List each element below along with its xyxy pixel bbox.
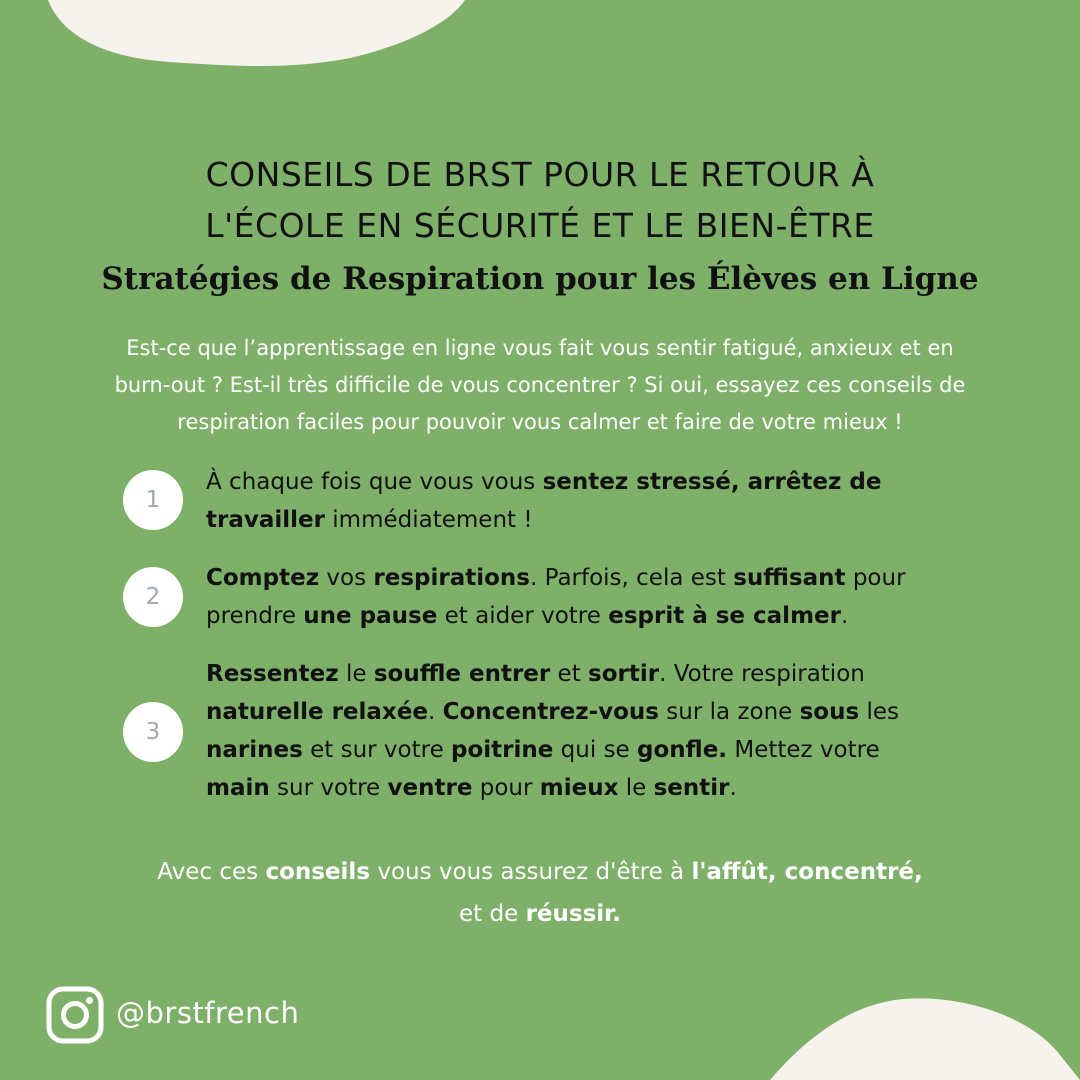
title-line-1: CONSEILS DE BRST POUR LE RETOUR À (205, 155, 875, 194)
step-3-segment: le (338, 661, 374, 687)
intro-line-3: respiration faciles pour pouvoir vous calmer et faire de votre mieux ! (177, 410, 903, 434)
step-3-emphasis: narines (206, 737, 303, 763)
intro-line-2: burn-out ? Est-il très difficile de vous concentrer ? Si oui, essayez ces conseils de (114, 373, 966, 397)
step-3-segment: sur votre (269, 775, 388, 801)
step-3-number-circle (123, 702, 183, 762)
closing-paragraph (60, 851, 1020, 935)
bottom-blob (770, 998, 1080, 1080)
step-2-emphasis: respirations (373, 565, 530, 591)
step-3-segment: Mettez votre (727, 737, 880, 763)
step-3-segment: . (427, 699, 443, 725)
step-3-number: 3 (145, 719, 161, 745)
intro-line-1: Est-ce que l’apprentissage en ligne vous fait vous sentir fatigué, anxieux et en (126, 336, 954, 360)
step-3-emphasis: sentir (653, 775, 730, 801)
step-3-segment: le (618, 775, 654, 801)
step-3-emphasis: sortir (588, 661, 660, 687)
intro-paragraph (60, 330, 1020, 441)
step-3-emphasis: mieux (539, 775, 619, 801)
step-3-segment: . Votre respiration (659, 661, 865, 687)
step-2-emphasis: une pause (303, 603, 438, 629)
step-1-number: 1 (145, 487, 161, 513)
closing-segment: Avec ces (157, 859, 266, 885)
step-2-emphasis: suffisant (733, 565, 846, 591)
step-3-emphasis: naturelle relaxée (206, 699, 428, 725)
step-2-emphasis: esprit à se calmer (608, 603, 841, 629)
step-1-number-circle (123, 470, 183, 530)
title-line-2: L'ÉCOLE EN SÉCURITÉ ET LE BIEN-ÊTRE (205, 206, 875, 245)
step-2-segment: . (840, 603, 849, 629)
step-2-segment: pour (845, 565, 906, 591)
step-2-emphasis: Comptez (206, 565, 320, 591)
step-1-emphasis: sentez stressé, arrêtez de (542, 469, 882, 495)
step-2-segment: prendre (206, 603, 304, 629)
instagram-handle[interactable]: @brstfrench (116, 996, 300, 1030)
closing-segment: et de (459, 901, 526, 927)
step-2-segment: vos (319, 565, 374, 591)
step-3-segment: qui se (553, 737, 638, 763)
step-3-emphasis: main (206, 775, 270, 801)
step-1-segment: À chaque fois que vous vous (206, 469, 543, 495)
step-3-emphasis: souffle entrer (373, 661, 551, 687)
closing-emphasis: réussir. (525, 901, 621, 927)
step-2-number: 2 (145, 584, 161, 610)
step-3-emphasis: Concentrez-vous (442, 699, 659, 725)
closing-emphasis: l'affût, concentré, (691, 859, 923, 885)
step-2-text (206, 559, 996, 635)
step-3-segment: et (550, 661, 589, 687)
step-3-emphasis: poitrine (451, 737, 554, 763)
step-3-emphasis: ventre (387, 775, 473, 801)
step-1-emphasis: travailler (206, 507, 325, 533)
closing-segment: vous vous assurez d'être à (370, 859, 692, 885)
step-3-segment: sur la zone (658, 699, 800, 725)
step-2-segment: et aider votre (437, 603, 609, 629)
step-3-text (206, 655, 996, 807)
step-2-number-circle (123, 567, 183, 627)
instagram-icon[interactable] (46, 986, 104, 1044)
step-3-segment: les (859, 699, 900, 725)
step-3-emphasis: sous (799, 699, 860, 725)
step-3-segment: . (729, 775, 737, 801)
top-blob (48, 0, 465, 66)
subtitle: Stratégies de Respiration pour les Élèves en Ligne (101, 261, 979, 297)
step-1-text (206, 463, 996, 539)
step-3-emphasis: gonfle. (637, 737, 728, 763)
step-3-segment: pour (472, 775, 540, 801)
step-3-emphasis: Ressentez (206, 661, 339, 687)
closing-emphasis: conseils (265, 859, 371, 885)
step-1-segment: immédiatement ! (324, 507, 533, 533)
step-2-segment: . Parfois, cela est (529, 565, 734, 591)
step-3-segment: et sur votre (302, 737, 452, 763)
